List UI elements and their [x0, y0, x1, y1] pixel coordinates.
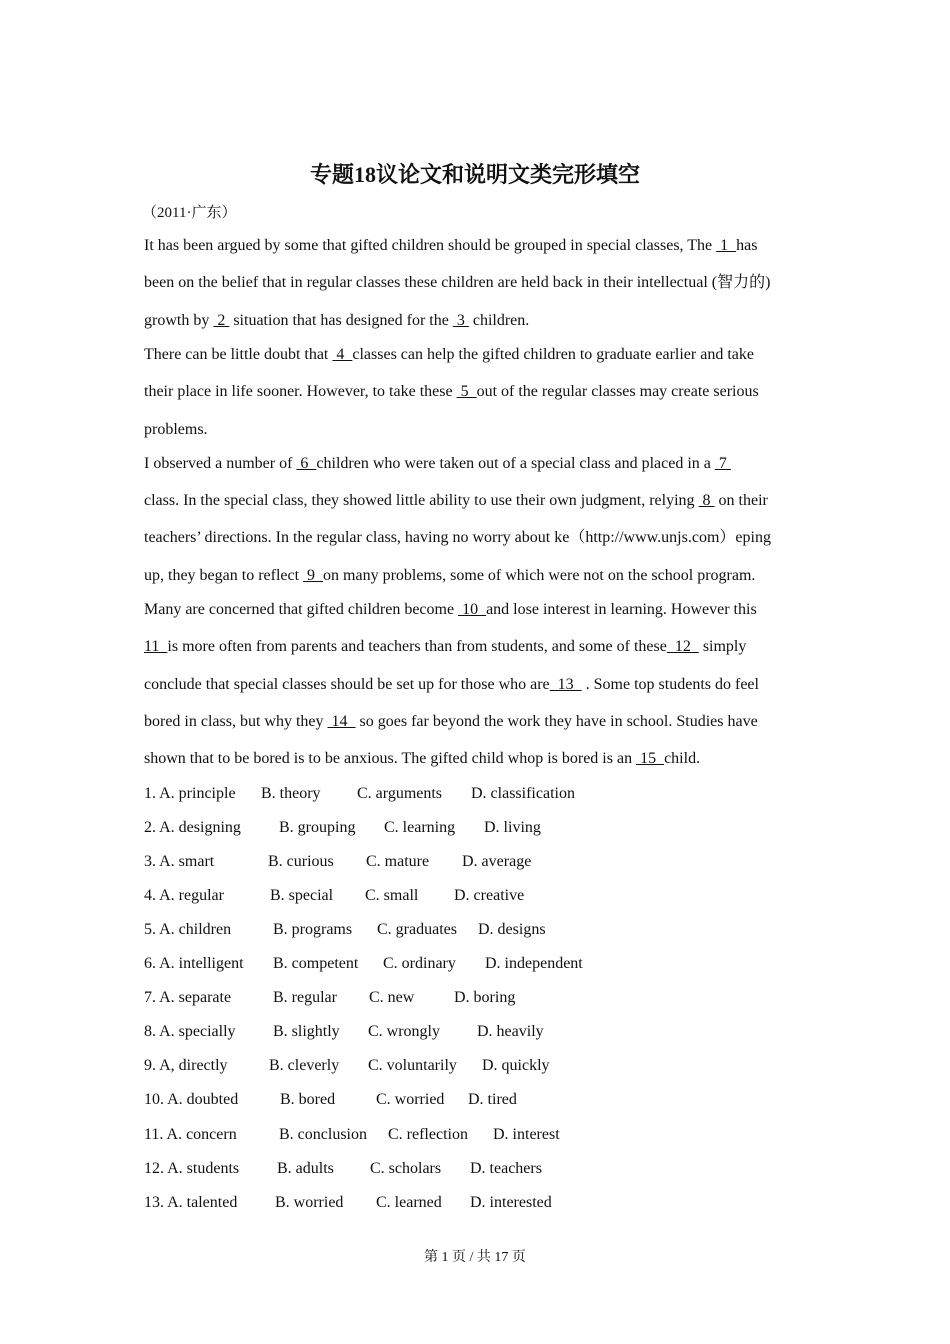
- blank-11: 11: [144, 638, 168, 655]
- passage-line: growth by 2 situation that has designed for the 3 children.: [144, 312, 530, 329]
- blank-7: 7: [714, 455, 731, 472]
- passage-line: It has been argued by some that gifted children should be grouped in special classes, The 1 has: [144, 237, 758, 254]
- blank-3: 3: [452, 312, 469, 329]
- passage-line: Many are concerned that gifted children become 10 and lose interest in learning. However this: [144, 601, 757, 618]
- passage-line: been on the belief that in regular classes these children are held back in their intellectual (智力的): [144, 274, 771, 291]
- passage-line: bored in class, but why they 14 so goes far beyond the work they have in school. Studies have: [144, 713, 758, 730]
- passage-line: up, they began to reflect 9 on many problems, some of which were not on the school program.: [144, 567, 756, 584]
- passage-line: There can be little doubt that 4 classes can help the gifted children to graduate earlier and take: [144, 346, 754, 363]
- blank-12: 12: [666, 638, 699, 655]
- blank-6: 6: [296, 455, 317, 472]
- blank-4: 4: [332, 346, 353, 363]
- blank-8: 8: [698, 492, 715, 509]
- passage-line: 11 is more often from parents and teachers than from students, and some of these 12 simply: [144, 638, 747, 655]
- passage-line: problems.: [144, 421, 208, 438]
- page-title: 专题18议论文和说明文类完形填空: [309, 162, 640, 187]
- passage-line: conclude that special classes should be set up for those who are 13 . Some top students do feel: [144, 676, 759, 693]
- blank-1: 1: [716, 237, 737, 254]
- blank-2: 2: [213, 312, 230, 329]
- passage-line: their place in life sooner. However, to take these 5 out of the regular classes may create serious: [144, 383, 759, 400]
- passage-line: I observed a number of 6 children who were taken out of a special class and placed in a 7: [144, 455, 731, 472]
- blank-15: 15: [636, 750, 665, 767]
- passage-line: class. In the special class, they showed little ability to use their own judgment, relying 8 on their: [144, 492, 768, 509]
- document-page: 专题18议论文和说明文类完形填空 （2011·广东） It has been argued by some that gifted children should be grouped in special classes, The 1 has been on the belief that in regular classes these children are held back in their intellectual (智力的) growth by 2 situation that has designed for the 3 children. There can be little doubt that 4 classes can help the gifted children to graduate earlier and take their place in life sooner. However, to take these 5 out of the regular classes may create serious problems. I observed a number of 6 children who were taken out of a special class and placed in a 7 class. In the special class, they showed little ability to use their own judgment, relying 8 on their teachers’ directions. In the regular class, having no worry about ke（http://www.unjs.com）eping up, they began to reflect 9 on many problems, some of which were not on the school program. Many are concerned that gifted children become 10 and lose interest in learning. However this 11 is more often from parents and teachers than from students, and some of these 12 simply conclude that special classes should be set up for those who are 13 . Some top students do feel bored in class, but why they 14 so goes far beyond the work they have in school. Studies have shown that to be bored is to be anxious. The gifted child whop is bored is an 15 child. 1. A. principle B. theory C. arguments D. classification 2. A. designing B. grouping C. learning D. living 3. A. smart B. curious C. mature D. average 4. A. regular B. special C. small D. creative 5. A. children B. programs C. graduates D. designs 6. A. intelligent B. competent C. ordinary D. independent 7. A. separate B. regular C. new D. boring 8. A. specially B. slightly C. wrongly D. heavily 9. A, directly B. cleverly C. voluntarily D. quickly 10. A. doubted B. bored C. worried D. tired 11. A. concern B. conclusion C. reflection D. interest 12. A. students B. adults C. scholars D. teachers 13. A. talented B. worried C. learned D. interested 第 1 页 / 共 17 页: [0, 0, 950, 1344]
- blank-9: 9: [303, 567, 324, 584]
- blank-10: 10: [458, 601, 487, 618]
- blank-14: 14: [327, 713, 356, 730]
- blank-5: 5: [456, 383, 477, 400]
- passage-line: shown that to be bored is to be anxious. The gifted child whop is bored is an 15 child.: [144, 750, 701, 767]
- blank-13: 13: [549, 676, 582, 693]
- passage-line: teachers’ directions. In the regular class, having no worry about ke（http://www.unjs.com）eping: [144, 529, 771, 546]
- question-source: （2011·广东）: [142, 205, 237, 221]
- page-footer: 第 1 页 / 共 17 页: [424, 1250, 526, 1265]
